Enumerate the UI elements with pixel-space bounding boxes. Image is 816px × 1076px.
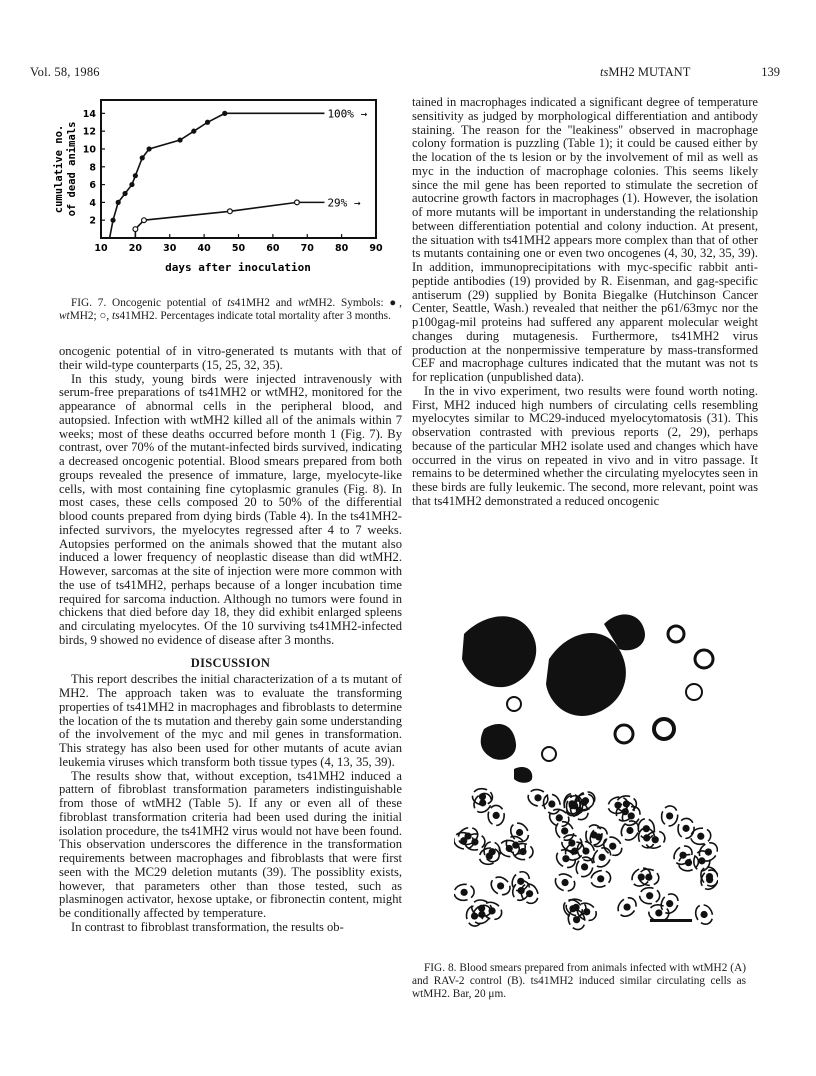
panel-a-cells	[462, 614, 713, 782]
x-tick-label: 30	[163, 243, 177, 254]
data-point-filled	[191, 129, 196, 134]
panel-b-cells	[454, 787, 718, 932]
data-point-filled	[110, 218, 115, 223]
x-axis-label: days after inoculation	[165, 261, 311, 274]
y-tick-label: 14	[82, 108, 96, 120]
figure-7-chart	[30, 85, 400, 285]
y-tick-label: 2	[89, 215, 96, 227]
running-title-italic: ts	[600, 65, 609, 79]
data-point-filled	[140, 155, 145, 160]
x-tick-label: 50	[231, 243, 246, 254]
right-column-body	[412, 96, 758, 509]
y-tick-label: 4	[89, 197, 96, 209]
paragraph: oncogenic potential of in vitro-generated ts mutants with that of their wild-type counterparts (15, 25, 32, 35).	[59, 344, 402, 372]
data-point-filled	[177, 137, 182, 142]
plot-frame	[101, 100, 376, 238]
data-point-filled	[222, 111, 227, 116]
x-tick-label: 80	[335, 243, 349, 254]
x-tick-label: 90	[369, 243, 383, 254]
paragraph: In the in vivo experiment, two results were found worth noting. First, MH2 induced high numbers of circulating cells resembling myelocytes similar to MC29-induced myelocytomatosis (31). This observation contrasted with previous reports (2, 29), perhaps because of the particular MH2 isolate used and changes which have occurred in the virus on repeated in vivo and in vitro passage. It remains to be determined whether the circulating myelocytes seen in these birds are fully leukemic. The second, more relevant, point was that ts41MH2 demonstrated a reduced oncogenic	[412, 383, 758, 508]
data-point-filled	[133, 173, 138, 178]
figure-8-caption-text: FIG. 8. Blood smears prepared from animals infected with wtMH2 (A) and RAV-2 control (B). ts41MH2 induced similar circulating cells as wtMH2. Bar, 20 μm.	[412, 962, 746, 1000]
running-header-volume	[30, 65, 100, 80]
figure-8-caption	[412, 962, 746, 1000]
data-point-filled	[116, 200, 121, 205]
volume-text: Vol. 58, 1986	[30, 65, 100, 79]
figure-7-caption	[59, 297, 402, 323]
figure-8-micrograph	[454, 604, 718, 934]
y-axis-label-line2: of dead animals	[66, 121, 78, 217]
data-point-open	[228, 209, 233, 214]
x-tick-label: 40	[197, 243, 211, 254]
left-column-body	[59, 345, 402, 935]
x-tick-label: 10	[94, 243, 108, 254]
x-tick-label: 60	[266, 243, 280, 254]
y-axis-label-line1: cumulative no.	[53, 124, 65, 214]
data-point-filled	[129, 182, 134, 187]
running-header-title	[600, 65, 780, 80]
data-point-open	[133, 227, 138, 232]
series-line	[110, 113, 225, 238]
data-point-open	[142, 218, 147, 223]
mortality-annotation: 100% →	[327, 107, 368, 121]
section-heading-discussion: DISCUSSION	[190, 655, 271, 670]
running-title-text: MH2 MUTANT	[608, 65, 691, 79]
scale-bar	[650, 919, 692, 922]
y-tick-label: 10	[82, 144, 96, 156]
figure-7-caption-text: FIG. 7. Oncogenic potential of ts41MH2 and wtMH2. Symbols: ●, wtMH2; ○, ts41MH2. Percentages indicate total mortality after 3 months.	[59, 297, 403, 322]
paragraph: In this study, young birds were injected intravenously with serum-free preparations of ts41MH2 or wtMH2, monitored for the appearance of abnormal cells in the peripheral blood, and autopsied. Infection with wtMH2 killed all of the animals within 7 weeks; most of these deaths occurred before month 1 (Fig. 7). By contrast, over 70% of the mutant-infected birds survived, indicating a decreased oncogenic potential. Blood smears prepared from both groups revealed the presence of immature, large, myelocyte-like cells, with most containing fine cytoplasmic granules (Fig. 8). In most cases, these cells composed 20 to 50% of the differential blood counts prepared from dying birds (Table 4). In the ts41MH2-infected survivors, the myelocytes regressed after 4 to 7 weeks. Autopsies performed on the animals showed that the mutant also induced a lower frequency of neoplastic disease than did wtMH2. However, sarcomas at the site of injection were more common with the use of ts41MH2, perhaps because of a longer incubation time required for sarcoma induction. Although no tumors were found in chickens that died before day 18, they did exhibit enlarged spleens and circulating myelocytes. Of the 10 surviving ts41MH2-infected birds, 9 showed no evidence of disease after 3 months.	[59, 371, 402, 647]
series-line	[135, 202, 297, 238]
x-tick-label: 20	[128, 243, 142, 254]
blood-smear-image	[454, 604, 718, 934]
page-number: 139	[761, 65, 780, 79]
data-point-open	[295, 200, 300, 205]
paragraph: tained in macrophages indicated a significant degree of temperature sensitivity as judged by morphological differentiation and antibody staining. The reason for the ''leakiness'' observed in macrophage colony formation is puzzling (Table 1); it could be caused either by the location of the ts lesion or by the involvement of mil as well as myc in the induction of macrophage colonies. This seems likely since the mil gene has been reported to stimulate the secretion of autocrine growth factors in macrophages (1). However, the isolation of more mutants will be important in understanding the relationship between differentiation potential and colony induction. At present, the situation with ts41MH2 appears more complex than that of other ts mutants containing one or even two oncogenes (4, 30, 32, 35, 39). In addition, immunoprecipitations with myc-specific rabbit anti-peptide antibodies (19) provided by R. Eisenman, and gag-specific antiserum (29) supplied by Bonita Biegalke (Hutchinson Cancer Center, Seattle, Wash.) revealed that neither the p61/63myc nor the p100gag-mil proteins had suffered any apparent molecular weight changes during mutagenesis. Furthermore, ts41MH2 virus production at the nonpermissive temperature by mass-transformed CEF and macrophage cultures indicated that the mutant was not ts for replication (unpublished data).	[412, 95, 758, 384]
paragraph: In contrast to fibroblast transformation, the results ob-	[71, 919, 344, 934]
y-tick-label: 12	[82, 126, 96, 138]
chart-series	[110, 107, 368, 238]
line-chart	[30, 85, 400, 285]
running-title	[600, 65, 690, 80]
y-tick-label: 8	[89, 162, 96, 174]
paragraph: The results show that, without exception, ts41MH2 induced a pattern of fibroblast transformation parameters indistinguishable from those of wtMH2 (Table 5). If any or even all of these fibroblast transformation criteria had been used during the initial isolation procedure, the ts41MH2 virus would not have been found. This observation underscores the difference in the transformation requirements between macrophages and fibroblasts that were first seen with the MC29 deletion mutants (39). The possiblity exists, however, that parameters other than those tested, such as plasminogen activator, hexose uptake, or fibronectin content, might be conditionally affected by temperature.	[59, 768, 402, 920]
x-tick-label: 70	[300, 243, 314, 254]
data-point-filled	[147, 146, 152, 151]
data-point-filled	[205, 120, 210, 125]
data-point-filled	[122, 191, 127, 196]
y-tick-label: 6	[89, 180, 96, 192]
mortality-annotation: 29% →	[327, 196, 361, 210]
paragraph: This report describes the initial characterization of a ts mutant of MH2. The approach taken was to evaluate the transforming properties of ts41MH2 in macrophages and fibroblasts to determine the location of the ts mutation and thereby gain some understanding of the involvement of the myc and mil genes in transformation. This strategy has also been used for other mutants of acute avian leukemia viruses which transform both tissue types (4, 13, 35, 39).	[59, 672, 402, 769]
